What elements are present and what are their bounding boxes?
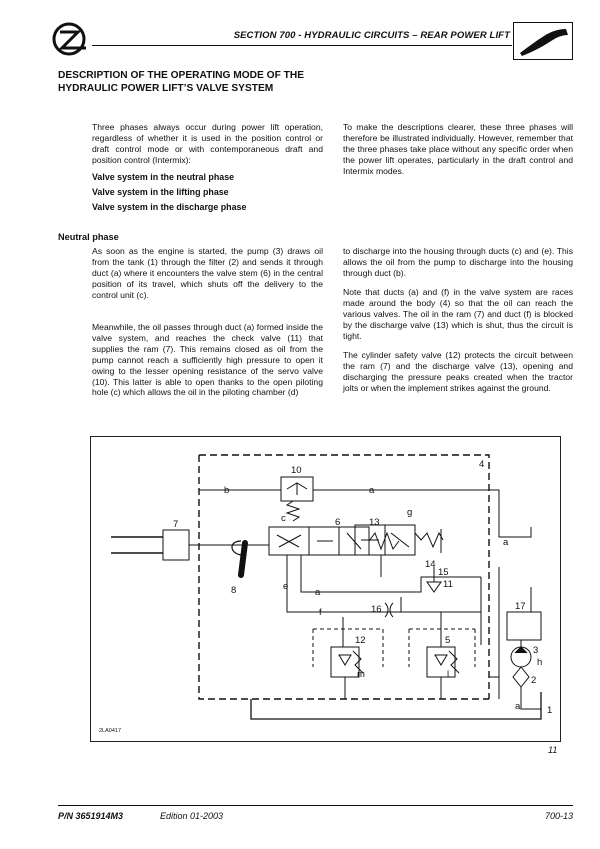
page-number: 700-13: [544, 811, 573, 821]
phase-item-discharge: Valve system in the discharge phase: [92, 202, 247, 212]
figure-number: 11: [548, 745, 558, 755]
phase-item-neutral: Valve system in the neutral phase: [92, 172, 235, 182]
neutral-left-paragraph-1: As soon as the engine is started, the pump (3) draws oil from the tank (1) through the filter (2) and sends it through duct (a) where it encounters the valve stem (6) in the central position of its travel, which shuts off the delivery to the control unit (c).: [92, 246, 323, 300]
figure-id: 2LA0417: [99, 728, 122, 734]
label-e: e: [283, 581, 289, 592]
tank-outline: [251, 692, 541, 719]
neutral-left-paragraph-2: Meanwhile, the oil passes through duct (a) formed inside the valve system, and reaches the check valve (11) that supplies the ram (7). This remains closed as oil from the pump cannot reach a sufficiently high pressure to open it owing to the lesser opening resistance of the servo valve (10). This latter is able to open thanks to the open piloting hole (c) which allows the oil in the piloting chamber (d): [92, 322, 323, 398]
neutral-right-paragraph-1: to discharge into the housing through ducts (c) and (e). This allows the oil from the pump to discharge into the housing through duct (b).: [343, 246, 573, 278]
label-15: 15: [438, 567, 449, 578]
label-c: c: [281, 513, 286, 524]
label-8: 8: [231, 585, 237, 596]
main-heading: DESCRIPTION OF THE OPERATING MODE OF THE HYDRAULIC POWER LIFT’S VALVE SYSTEM: [58, 70, 305, 94]
intro-left-paragraph: Three phases always occur during power lift operation, regardless of whether it is used in the position control or draft control mode or with contemporaneous draft and position control (Intermix):: [92, 122, 323, 165]
label-b: b: [224, 485, 230, 496]
intro-right-paragraph: To make the descriptions clearer, these three phases will therefore be illustrated individually. However, remember that the three phases take place without any specific order when the power lift operates, particularly in the draft control and Intermix modes.: [343, 122, 573, 176]
hydraulic-circuit-diagram: [91, 437, 560, 741]
label-17: 17: [515, 601, 526, 612]
label-l: l: [447, 669, 450, 680]
part-number: P/N 3651914M3: [58, 811, 124, 821]
label-h: h: [537, 657, 543, 668]
label-6: 6: [335, 517, 341, 528]
label-a-mid: a: [315, 587, 321, 598]
neutral-phase-heading: Neutral phase: [58, 232, 119, 242]
label-g: g: [407, 507, 413, 518]
label-a-right: a: [503, 537, 509, 548]
neutral-right-paragraph-2: Note that ducts (a) and (f) in the valve system are races made around the body (4) so that the oil can reach the various valves. The oil in the ram (7) and duct (f) is blocked by the discharge valve (13) which is shut, thus the circuit is tight.: [343, 287, 573, 341]
check-valve-11: [427, 582, 441, 592]
servo-spring: [287, 501, 299, 521]
block-17: [507, 612, 541, 640]
label-13: 13: [369, 517, 380, 528]
label-7: 7: [173, 519, 179, 530]
label-a-bottom: a: [515, 701, 521, 712]
label-m: m: [357, 669, 365, 680]
filter-2: [513, 667, 529, 687]
footer-rule: [58, 805, 573, 806]
control-lever-8: [241, 543, 245, 575]
pressure-relief-valve-5: [427, 647, 455, 677]
discharge-spring: [415, 533, 443, 547]
phase-item-lifting: Valve system in the lifting phase: [92, 187, 229, 197]
header-box: [513, 22, 573, 60]
label-a-top: a: [369, 485, 375, 496]
label-2: 2: [531, 675, 537, 686]
label-3: 3: [533, 645, 539, 656]
ram-cylinder-7: [163, 530, 189, 560]
label-f: f: [319, 607, 322, 618]
header-rule: [92, 45, 512, 46]
hydraulic-diagram-figure: [90, 436, 561, 742]
label-5: 5: [445, 635, 451, 646]
label-12: 12: [355, 635, 366, 646]
label-4: 4: [479, 459, 485, 470]
orifice-16: [385, 603, 393, 617]
label-11: 11: [443, 579, 453, 590]
label-16: 16: [371, 604, 382, 615]
label-10: 10: [291, 465, 302, 476]
ram-rod: [111, 537, 163, 553]
neutral-right-paragraph-3: The cylinder safety valve (12) protects the circuit between the ram (7) and the discharge valve (13), opening and discharging the pressure peaks created when the tractor jolts or when the implement strikes against the ground.: [343, 350, 573, 393]
tractor-silhouette-icon: [514, 23, 572, 59]
label-14: 14: [425, 559, 436, 570]
label-1: 1: [547, 705, 553, 716]
edition: Edition 01-2003: [160, 811, 224, 821]
section-title: SECTION 700 - HYDRAULIC CIRCUITS – REAR POWER LIFT: [233, 30, 510, 41]
cylinder-safety-valve-12: [331, 647, 359, 677]
tractor-brand-logo-icon: [52, 22, 92, 56]
